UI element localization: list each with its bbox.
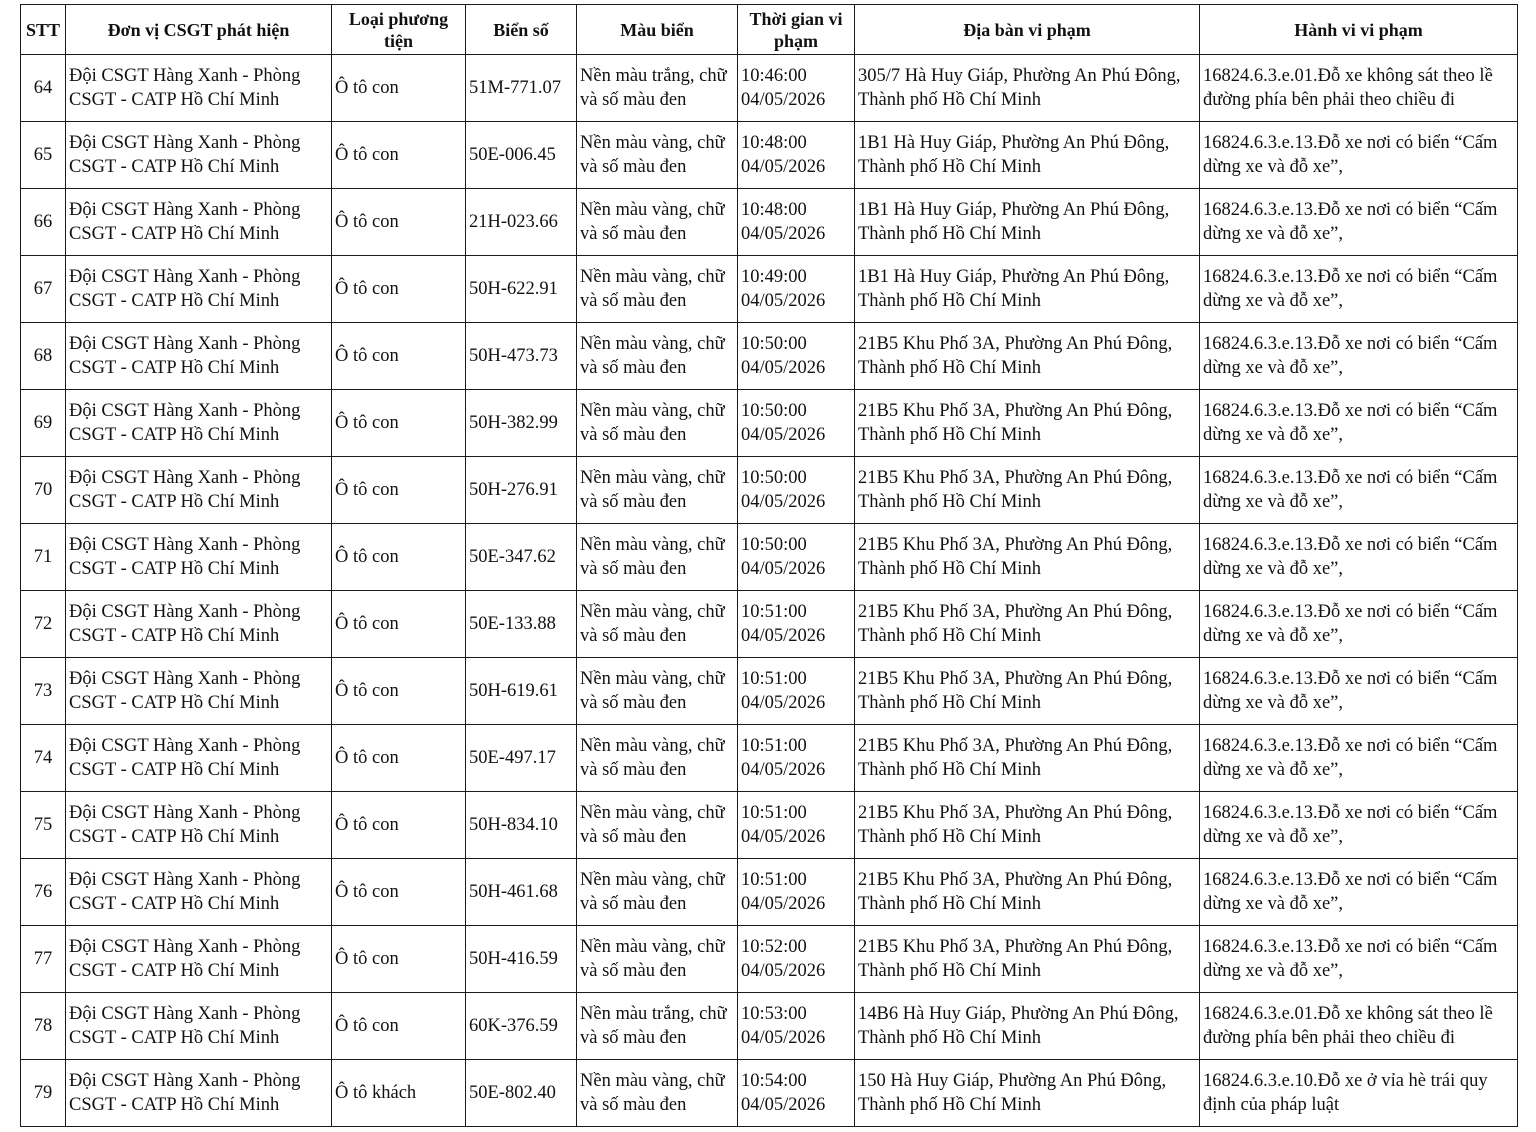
cell-violation: 16824.6.3.e.13.Đỗ xe nơi có biển “Cấm dừng xe và đỗ xe”, xyxy=(1200,859,1518,926)
cell-plate: 50E-802.40 xyxy=(466,1060,577,1127)
cell-violation: 16824.6.3.e.13.Đỗ xe nơi có biển “Cấm dừng xe và đỗ xe”, xyxy=(1200,256,1518,323)
date-value: 04/05/2026 xyxy=(741,760,826,780)
cell-violation: 16824.6.3.e.01.Đỗ xe không sát theo lề đường phía bên phải theo chiều đi xyxy=(1200,55,1518,122)
time-value: 10:51:00 xyxy=(741,602,807,622)
cell-vehicle-type: Ô tô con xyxy=(332,658,466,725)
cell-location: 21B5 Khu Phố 3A, Phường An Phú Đông, Thành phố Hồ Chí Minh xyxy=(855,591,1200,658)
header-plate-color: Màu biển xyxy=(577,5,738,55)
cell-violation: 16824.6.3.e.13.Đỗ xe nơi có biển “Cấm dừng xe và đỗ xe”, xyxy=(1200,189,1518,256)
cell-plate: 50H-461.68 xyxy=(466,859,577,926)
cell-stt: 73 xyxy=(21,658,66,725)
violations-table xyxy=(20,4,1518,1127)
cell-location: 21B5 Khu Phố 3A, Phường An Phú Đông, Thành phố Hồ Chí Minh xyxy=(855,323,1200,390)
cell-plate: 51M-771.07 xyxy=(466,55,577,122)
header-vehicle-type: Loại phương tiện xyxy=(332,5,466,55)
cell-stt: 72 xyxy=(21,591,66,658)
cell-violation: 16824.6.3.e.13.Đỗ xe nơi có biển “Cấm dừng xe và đỗ xe”, xyxy=(1200,658,1518,725)
date-value: 04/05/2026 xyxy=(741,157,826,177)
cell-plate-color: Nền màu vàng, chữ và số màu đen xyxy=(577,725,738,792)
cell-unit: Đội CSGT Hàng Xanh - Phòng CSGT - CATP Hồ Chí Minh xyxy=(66,792,332,859)
cell-time xyxy=(738,390,855,457)
cell-time xyxy=(738,591,855,658)
cell-violation: 16824.6.3.e.13.Đỗ xe nơi có biển “Cấm dừng xe và đỗ xe”, xyxy=(1200,122,1518,189)
time-value: 10:48:00 xyxy=(741,200,807,220)
cell-plate: 50H-382.99 xyxy=(466,390,577,457)
cell-stt: 66 xyxy=(21,189,66,256)
cell-stt: 64 xyxy=(21,55,66,122)
cell-location: 21B5 Khu Phố 3A, Phường An Phú Đông, Thành phố Hồ Chí Minh xyxy=(855,859,1200,926)
cell-location: 21B5 Khu Phố 3A, Phường An Phú Đông, Thành phố Hồ Chí Minh xyxy=(855,658,1200,725)
cell-vehicle-type: Ô tô con xyxy=(332,457,466,524)
time-value: 10:48:00 xyxy=(741,133,807,153)
table-row xyxy=(21,591,1518,658)
cell-unit: Đội CSGT Hàng Xanh - Phòng CSGT - CATP Hồ Chí Minh xyxy=(66,859,332,926)
table-row xyxy=(21,323,1518,390)
cell-vehicle-type: Ô tô con xyxy=(332,189,466,256)
cell-time xyxy=(738,256,855,323)
cell-vehicle-type: Ô tô con xyxy=(332,591,466,658)
date-value: 04/05/2026 xyxy=(741,224,826,244)
table-row xyxy=(21,55,1518,122)
cell-violation: 16824.6.3.e.13.Đỗ xe nơi có biển “Cấm dừng xe và đỗ xe”, xyxy=(1200,323,1518,390)
cell-time xyxy=(738,926,855,993)
cell-location: 14B6 Hà Huy Giáp, Phường An Phú Đông, Thành phố Hồ Chí Minh xyxy=(855,993,1200,1060)
cell-location: 1B1 Hà Huy Giáp, Phường An Phú Đông, Thành phố Hồ Chí Minh xyxy=(855,256,1200,323)
cell-plate: 50E-347.62 xyxy=(466,524,577,591)
date-value: 04/05/2026 xyxy=(741,1028,826,1048)
cell-plate-color: Nền màu vàng, chữ và số màu đen xyxy=(577,323,738,390)
cell-stt: 77 xyxy=(21,926,66,993)
cell-location: 1B1 Hà Huy Giáp, Phường An Phú Đông, Thành phố Hồ Chí Minh xyxy=(855,122,1200,189)
date-value: 04/05/2026 xyxy=(741,90,826,110)
cell-plate-color: Nền màu vàng, chữ và số màu đen xyxy=(577,792,738,859)
cell-stt: 75 xyxy=(21,792,66,859)
table-row xyxy=(21,189,1518,256)
cell-vehicle-type: Ô tô con xyxy=(332,792,466,859)
cell-time xyxy=(738,323,855,390)
cell-stt: 69 xyxy=(21,390,66,457)
cell-location: 150 Hà Huy Giáp, Phường An Phú Đông, Thành phố Hồ Chí Minh xyxy=(855,1060,1200,1127)
time-value: 10:51:00 xyxy=(741,736,807,756)
cell-plate: 60K-376.59 xyxy=(466,993,577,1060)
cell-time xyxy=(738,993,855,1060)
date-value: 04/05/2026 xyxy=(741,894,826,914)
cell-time xyxy=(738,457,855,524)
time-value: 10:51:00 xyxy=(741,870,807,890)
cell-violation: 16824.6.3.e.13.Đỗ xe nơi có biển “Cấm dừng xe và đỗ xe”, xyxy=(1200,457,1518,524)
cell-vehicle-type: Ô tô con xyxy=(332,725,466,792)
cell-vehicle-type: Ô tô con xyxy=(332,524,466,591)
cell-stt: 67 xyxy=(21,256,66,323)
header-stt: STT xyxy=(21,5,66,55)
cell-stt: 65 xyxy=(21,122,66,189)
cell-vehicle-type: Ô tô con xyxy=(332,122,466,189)
date-value: 04/05/2026 xyxy=(741,827,826,847)
cell-time xyxy=(738,122,855,189)
cell-plate: 21H-023.66 xyxy=(466,189,577,256)
cell-unit: Đội CSGT Hàng Xanh - Phòng CSGT - CATP Hồ Chí Minh xyxy=(66,725,332,792)
cell-vehicle-type: Ô tô con xyxy=(332,859,466,926)
cell-unit: Đội CSGT Hàng Xanh - Phòng CSGT - CATP Hồ Chí Minh xyxy=(66,658,332,725)
cell-stt: 74 xyxy=(21,725,66,792)
cell-time xyxy=(738,859,855,926)
table-row xyxy=(21,1060,1518,1127)
cell-plate: 50H-416.59 xyxy=(466,926,577,993)
time-value: 10:50:00 xyxy=(741,334,807,354)
cell-unit: Đội CSGT Hàng Xanh - Phòng CSGT - CATP Hồ Chí Minh xyxy=(66,457,332,524)
cell-plate-color: Nền màu vàng, chữ và số màu đen xyxy=(577,524,738,591)
time-value: 10:50:00 xyxy=(741,401,807,421)
cell-unit: Đội CSGT Hàng Xanh - Phòng CSGT - CATP Hồ Chí Minh xyxy=(66,122,332,189)
cell-plate-color: Nền màu vàng, chữ và số màu đen xyxy=(577,926,738,993)
cell-violation: 16824.6.3.e.13.Đỗ xe nơi có biển “Cấm dừng xe và đỗ xe”, xyxy=(1200,524,1518,591)
cell-stt: 71 xyxy=(21,524,66,591)
header-plate: Biển số xyxy=(466,5,577,55)
header-unit: Đơn vị CSGT phát hiện xyxy=(66,5,332,55)
date-value: 04/05/2026 xyxy=(741,492,826,512)
time-value: 10:52:00 xyxy=(741,937,807,957)
cell-vehicle-type: Ô tô con xyxy=(332,993,466,1060)
date-value: 04/05/2026 xyxy=(741,559,826,579)
cell-unit: Đội CSGT Hàng Xanh - Phòng CSGT - CATP Hồ Chí Minh xyxy=(66,189,332,256)
header-time: Thời gian vi phạm xyxy=(738,5,855,55)
time-value: 10:51:00 xyxy=(741,803,807,823)
cell-violation: 16824.6.3.e.13.Đỗ xe nơi có biển “Cấm dừng xe và đỗ xe”, xyxy=(1200,591,1518,658)
table-row xyxy=(21,256,1518,323)
cell-violation: 16824.6.3.e.13.Đỗ xe nơi có biển “Cấm dừng xe và đỗ xe”, xyxy=(1200,792,1518,859)
cell-unit: Đội CSGT Hàng Xanh - Phòng CSGT - CATP Hồ Chí Minh xyxy=(66,323,332,390)
cell-unit: Đội CSGT Hàng Xanh - Phòng CSGT - CATP Hồ Chí Minh xyxy=(66,390,332,457)
time-value: 10:51:00 xyxy=(741,669,807,689)
cell-violation: 16824.6.3.e.01.Đỗ xe không sát theo lề đường phía bên phải theo chiều đi xyxy=(1200,993,1518,1060)
table-row xyxy=(21,122,1518,189)
cell-unit: Đội CSGT Hàng Xanh - Phòng CSGT - CATP Hồ Chí Minh xyxy=(66,591,332,658)
cell-plate: 50H-276.91 xyxy=(466,457,577,524)
table-row xyxy=(21,390,1518,457)
time-value: 10:50:00 xyxy=(741,468,807,488)
cell-unit: Đội CSGT Hàng Xanh - Phòng CSGT - CATP Hồ Chí Minh xyxy=(66,256,332,323)
cell-vehicle-type: Ô tô con xyxy=(332,256,466,323)
cell-plate: 50E-133.88 xyxy=(466,591,577,658)
time-value: 10:50:00 xyxy=(741,535,807,555)
table-row xyxy=(21,859,1518,926)
date-value: 04/05/2026 xyxy=(741,291,826,311)
cell-time xyxy=(738,55,855,122)
cell-stt: 76 xyxy=(21,859,66,926)
cell-plate-color: Nền màu vàng, chữ và số màu đen xyxy=(577,122,738,189)
cell-plate: 50E-497.17 xyxy=(466,725,577,792)
table-header xyxy=(21,5,1518,55)
cell-plate-color: Nền màu trắng, chữ và số màu đen xyxy=(577,993,738,1060)
cell-plate: 50H-834.10 xyxy=(466,792,577,859)
cell-violation: 16824.6.3.e.10.Đỗ xe ở vỉa hè trái quy định của pháp luật xyxy=(1200,1060,1518,1127)
cell-plate-color: Nền màu vàng, chữ và số màu đen xyxy=(577,256,738,323)
table-row xyxy=(21,725,1518,792)
table-row xyxy=(21,457,1518,524)
cell-vehicle-type: Ô tô con xyxy=(332,55,466,122)
cell-unit: Đội CSGT Hàng Xanh - Phòng CSGT - CATP Hồ Chí Minh xyxy=(66,55,332,122)
header-location: Địa bàn vi phạm xyxy=(855,5,1200,55)
cell-location: 21B5 Khu Phố 3A, Phường An Phú Đông, Thành phố Hồ Chí Minh xyxy=(855,725,1200,792)
cell-stt: 70 xyxy=(21,457,66,524)
cell-unit: Đội CSGT Hàng Xanh - Phòng CSGT - CATP Hồ Chí Minh xyxy=(66,926,332,993)
cell-plate-color: Nền màu vàng, chữ và số màu đen xyxy=(577,189,738,256)
time-value: 10:49:00 xyxy=(741,267,807,287)
cell-unit: Đội CSGT Hàng Xanh - Phòng CSGT - CATP Hồ Chí Minh xyxy=(66,993,332,1060)
time-value: 10:53:00 xyxy=(741,1004,807,1024)
date-value: 04/05/2026 xyxy=(741,693,826,713)
date-value: 04/05/2026 xyxy=(741,626,826,646)
header-violation: Hành vi vi phạm xyxy=(1200,5,1518,55)
cell-plate: 50H-473.73 xyxy=(466,323,577,390)
cell-plate-color: Nền màu vàng, chữ và số màu đen xyxy=(577,658,738,725)
time-value: 10:46:00 xyxy=(741,66,807,86)
cell-stt: 68 xyxy=(21,323,66,390)
table-body xyxy=(21,55,1518,1127)
cell-location: 1B1 Hà Huy Giáp, Phường An Phú Đông, Thành phố Hồ Chí Minh xyxy=(855,189,1200,256)
cell-violation: 16824.6.3.e.13.Đỗ xe nơi có biển “Cấm dừng xe và đỗ xe”, xyxy=(1200,926,1518,993)
date-value: 04/05/2026 xyxy=(741,425,826,445)
cell-violation: 16824.6.3.e.13.Đỗ xe nơi có biển “Cấm dừng xe và đỗ xe”, xyxy=(1200,725,1518,792)
cell-location: 21B5 Khu Phố 3A, Phường An Phú Đông, Thành phố Hồ Chí Minh xyxy=(855,524,1200,591)
cell-vehicle-type: Ô tô con xyxy=(332,390,466,457)
cell-plate-color: Nền màu vàng, chữ và số màu đen xyxy=(577,1060,738,1127)
cell-stt: 79 xyxy=(21,1060,66,1127)
cell-plate-color: Nền màu vàng, chữ và số màu đen xyxy=(577,390,738,457)
table-row xyxy=(21,993,1518,1060)
date-value: 04/05/2026 xyxy=(741,961,826,981)
cell-unit: Đội CSGT Hàng Xanh - Phòng CSGT - CATP Hồ Chí Minh xyxy=(66,1060,332,1127)
cell-location: 21B5 Khu Phố 3A, Phường An Phú Đông, Thành phố Hồ Chí Minh xyxy=(855,390,1200,457)
cell-plate-color: Nền màu trắng, chữ và số màu đen xyxy=(577,55,738,122)
cell-time xyxy=(738,1060,855,1127)
cell-vehicle-type: Ô tô khách xyxy=(332,1060,466,1127)
time-value: 10:54:00 xyxy=(741,1071,807,1091)
table-row xyxy=(21,792,1518,859)
cell-stt: 78 xyxy=(21,993,66,1060)
date-value: 04/05/2026 xyxy=(741,1095,826,1115)
cell-location: 21B5 Khu Phố 3A, Phường An Phú Đông, Thành phố Hồ Chí Minh xyxy=(855,457,1200,524)
cell-time xyxy=(738,524,855,591)
cell-violation: 16824.6.3.e.13.Đỗ xe nơi có biển “Cấm dừng xe và đỗ xe”, xyxy=(1200,390,1518,457)
cell-time xyxy=(738,658,855,725)
cell-plate: 50H-622.91 xyxy=(466,256,577,323)
table-row xyxy=(21,524,1518,591)
cell-time xyxy=(738,189,855,256)
cell-location: 21B5 Khu Phố 3A, Phường An Phú Đông, Thành phố Hồ Chí Minh xyxy=(855,926,1200,993)
cell-plate: 50E-006.45 xyxy=(466,122,577,189)
table-row xyxy=(21,658,1518,725)
cell-time xyxy=(738,792,855,859)
cell-plate: 50H-619.61 xyxy=(466,658,577,725)
date-value: 04/05/2026 xyxy=(741,358,826,378)
cell-location: 305/7 Hà Huy Giáp, Phường An Phú Đông, Thành phố Hồ Chí Minh xyxy=(855,55,1200,122)
cell-vehicle-type: Ô tô con xyxy=(332,323,466,390)
table-row xyxy=(21,926,1518,993)
cell-unit: Đội CSGT Hàng Xanh - Phòng CSGT - CATP Hồ Chí Minh xyxy=(66,524,332,591)
cell-time xyxy=(738,725,855,792)
cell-plate-color: Nền màu vàng, chữ và số màu đen xyxy=(577,591,738,658)
cell-vehicle-type: Ô tô con xyxy=(332,926,466,993)
cell-plate-color: Nền màu vàng, chữ và số màu đen xyxy=(577,859,738,926)
cell-plate-color: Nền màu vàng, chữ và số màu đen xyxy=(577,457,738,524)
cell-location: 21B5 Khu Phố 3A, Phường An Phú Đông, Thành phố Hồ Chí Minh xyxy=(855,792,1200,859)
